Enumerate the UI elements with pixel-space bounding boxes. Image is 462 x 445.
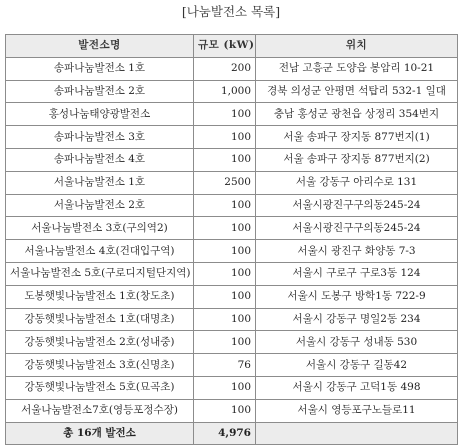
plant-name: 홍성나눔태양광발전소 xyxy=(6,103,194,126)
table-row xyxy=(6,376,458,399)
plant-name: 서울나눔발전소7호(영등포정수장) xyxy=(6,399,194,422)
plant-location: 전남 고흥군 도양읍 봉암리 10-21 xyxy=(256,57,458,80)
plant-capacity: 100 xyxy=(194,126,256,149)
plant-location: 서울시 강동구 고덕1동 498 xyxy=(256,376,458,399)
plant-name: 강동햇빛나눔발전소 2호(성내중) xyxy=(6,331,194,354)
table-row xyxy=(6,331,458,354)
plant-name: 서울나눔발전소 3호(구의역2) xyxy=(6,217,194,240)
plant-capacity: 2500 xyxy=(194,171,256,194)
table-row xyxy=(6,57,458,80)
plant-location: 서울시광진구구의동245-24 xyxy=(256,194,458,217)
plant-location: 서울시 광진구 화양동 7-3 xyxy=(256,240,458,263)
power-plant-table xyxy=(5,34,458,445)
table-row xyxy=(6,126,458,149)
plant-location: 서울 송파구 장지동 877번지(2) xyxy=(256,148,458,171)
plant-location: 서울 송파구 장지동 877번지(1) xyxy=(256,126,458,149)
table-row xyxy=(6,240,458,263)
plant-location: 서울시 도봉구 방학1동 722-9 xyxy=(256,285,458,308)
table-row xyxy=(6,217,458,240)
total-label: 총 16개 발전소 xyxy=(6,422,194,445)
plant-location: 서울시 구로구 구로3동 124 xyxy=(256,262,458,285)
plant-location: 서울시광진구구의동245-24 xyxy=(256,217,458,240)
plant-capacity: 76 xyxy=(194,354,256,377)
table-row xyxy=(6,80,458,103)
plant-location: 서울시 강동구 길동42 xyxy=(256,354,458,377)
plant-name: 서울나눔발전소 5호(구로디지털단지역) xyxy=(6,262,194,285)
plant-capacity: 1,000 xyxy=(194,80,256,103)
plant-location: 충남 홍성군 광천읍 상정리 354번지 xyxy=(256,103,458,126)
table-row xyxy=(6,148,458,171)
page-title: [나눔발전소 목록] xyxy=(181,4,281,19)
table-row xyxy=(6,103,458,126)
total-location xyxy=(256,422,458,445)
table-row xyxy=(6,171,458,194)
table-row xyxy=(6,262,458,285)
plant-capacity: 200 xyxy=(194,57,256,80)
plant-capacity: 100 xyxy=(194,285,256,308)
plant-name: 송파나눔발전소 4호 xyxy=(6,148,194,171)
table-row xyxy=(6,194,458,217)
plant-name: 강동햇빛나눔발전소 1호(대명초) xyxy=(6,308,194,331)
plant-capacity: 100 xyxy=(194,308,256,331)
total-capacity: 4,976 xyxy=(194,422,256,445)
plant-location: 경북 의성군 안평면 석탑리 532-1 일대 xyxy=(256,80,458,103)
plant-capacity: 100 xyxy=(194,217,256,240)
plant-name: 송파나눔발전소 3호 xyxy=(6,126,194,149)
column-header-capacity: 규모 (kW) xyxy=(194,35,256,58)
table-row xyxy=(6,399,458,422)
plant-name: 도봉햇빛나눔발전소 1호(창도초) xyxy=(6,285,194,308)
plant-capacity: 100 xyxy=(194,331,256,354)
plant-name: 서울나눔발전소 1호 xyxy=(6,171,194,194)
plant-capacity: 100 xyxy=(194,399,256,422)
plant-capacity: 100 xyxy=(194,262,256,285)
table-row xyxy=(6,308,458,331)
total-row xyxy=(6,422,458,445)
plant-name: 서울나눔발전소 2호 xyxy=(6,194,194,217)
table-row xyxy=(6,285,458,308)
plant-capacity: 100 xyxy=(194,376,256,399)
plant-capacity: 100 xyxy=(194,148,256,171)
plant-name: 송파나눔발전소 2호 xyxy=(6,80,194,103)
column-header-location: 위치 xyxy=(256,35,458,58)
plant-location: 서울시 영등포구노들로11 xyxy=(256,399,458,422)
plant-capacity: 100 xyxy=(194,240,256,263)
plant-location: 서울 강동구 아리수로 131 xyxy=(256,171,458,194)
plant-location: 서울시 강동구 명일2동 234 xyxy=(256,308,458,331)
plant-capacity: 100 xyxy=(194,194,256,217)
table-row xyxy=(6,354,458,377)
plant-name: 서울나눔발전소 4호(건대입구역) xyxy=(6,240,194,263)
plant-name: 송파나눔발전소 1호 xyxy=(6,57,194,80)
plant-name: 강동햇빛나눔발전소 5호(묘곡초) xyxy=(6,376,194,399)
plant-capacity: 100 xyxy=(194,103,256,126)
table-header-row xyxy=(6,35,458,58)
plant-name: 강동햇빛나눔발전소 3호(신명초) xyxy=(6,354,194,377)
plant-location: 서울시 강동구 성내동 530 xyxy=(256,331,458,354)
column-header-name: 발전소명 xyxy=(6,35,194,58)
